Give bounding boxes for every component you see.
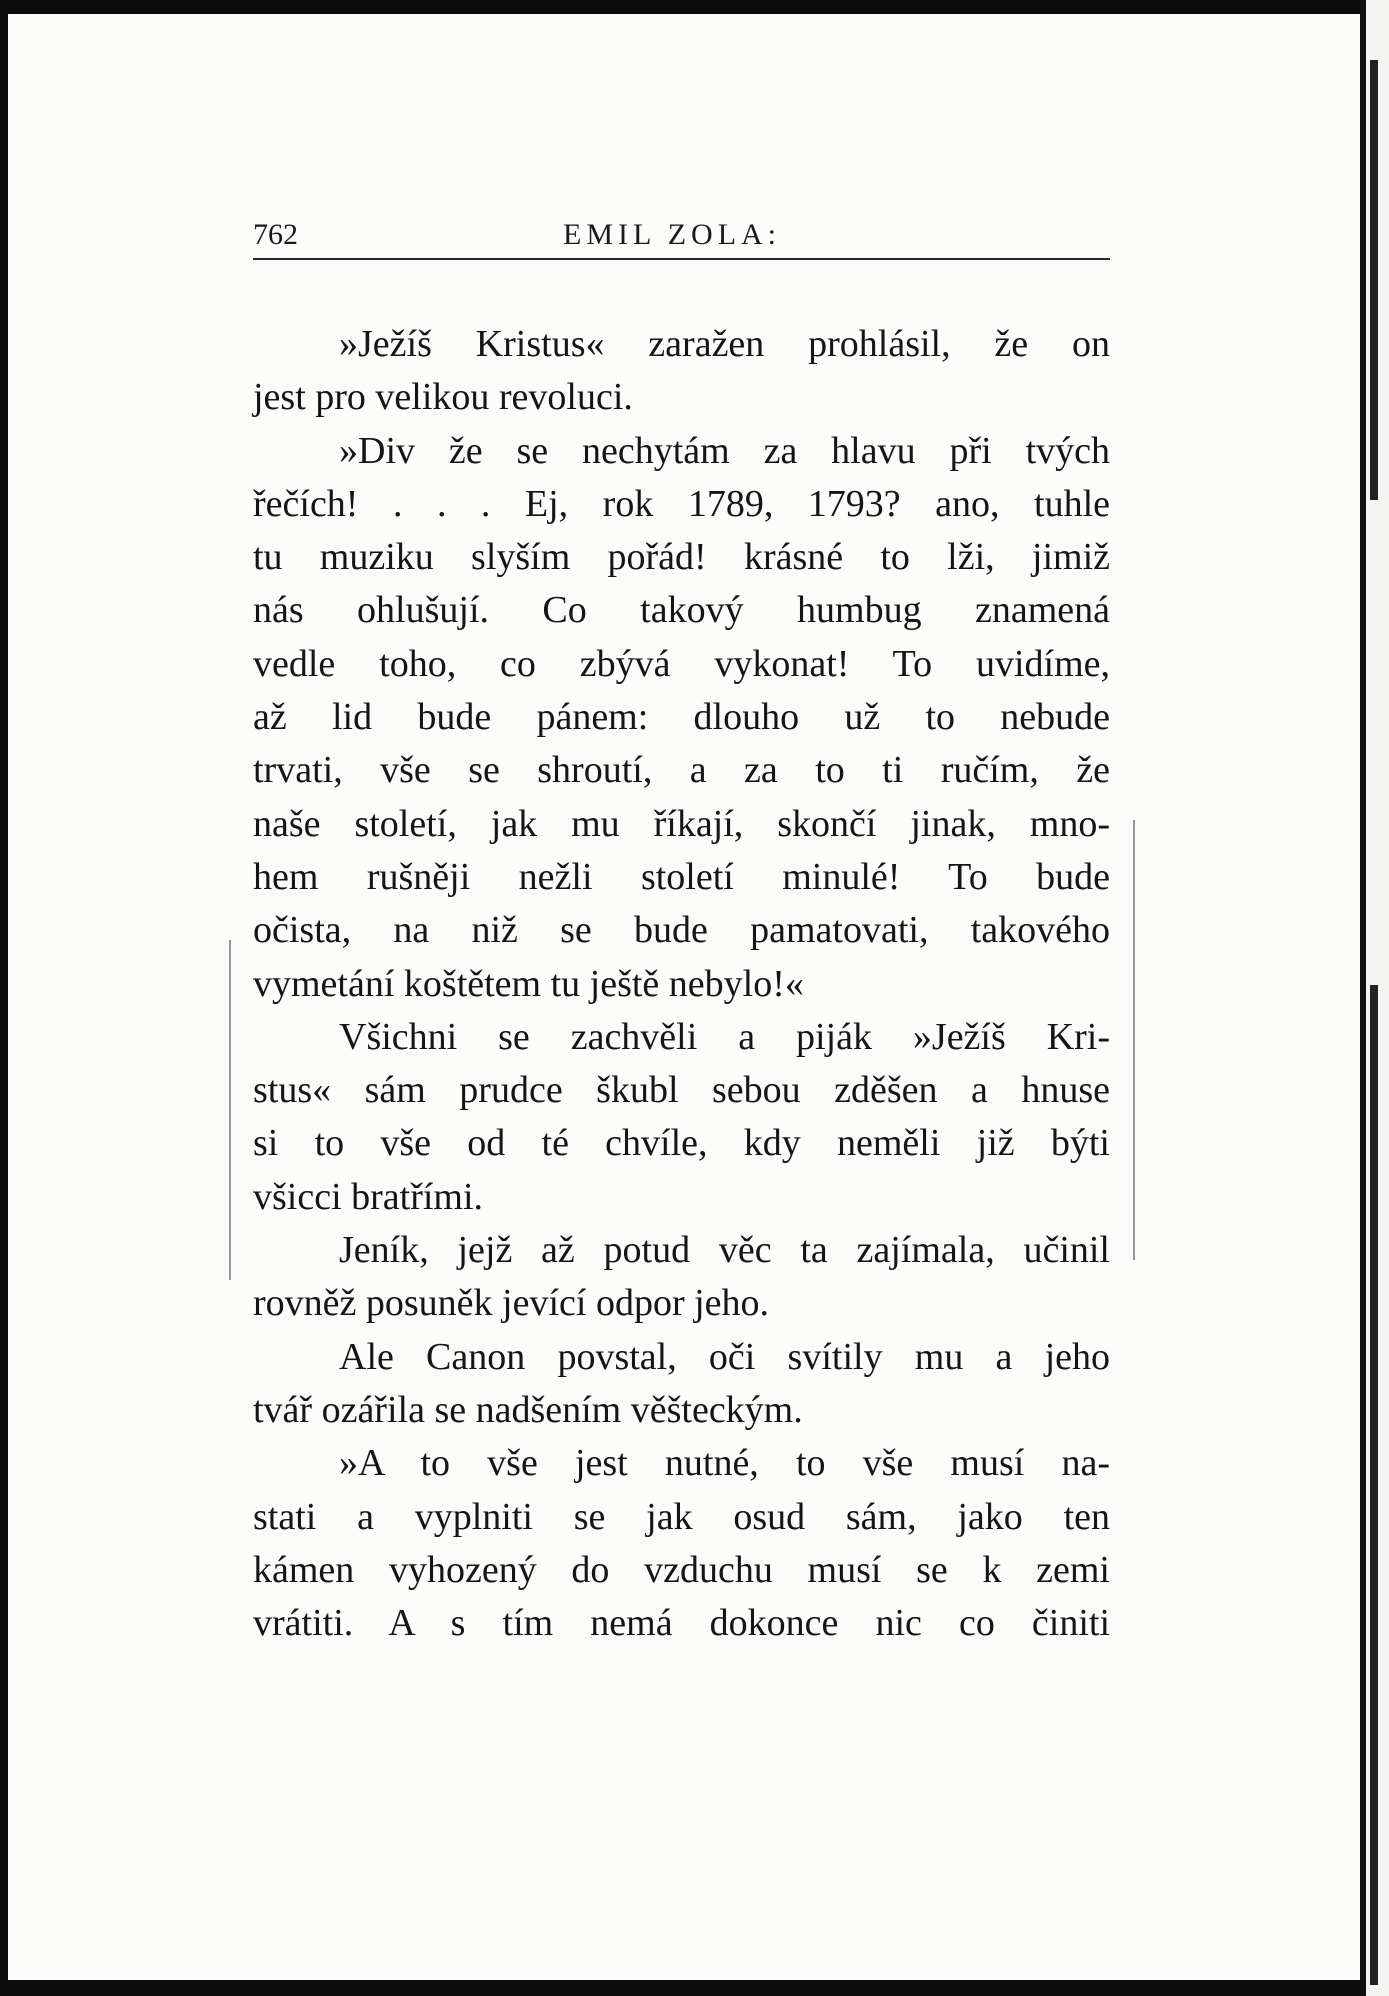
text-line: očista, na niž se bude pamatovati, takového [253, 909, 1110, 952]
text-line: »Ježíš Kristus« zaražen prohlásil, že on [339, 323, 1110, 365]
text-line: »Div že se nechytám za hlavu při tvých [339, 429, 1110, 472]
text-line: hem rušněji nežli století minulé! To bude [253, 855, 1110, 898]
text-line: vedle toho, co zbývá vykonat! To uvidíme, [253, 642, 1110, 685]
body-text [253, 318, 1110, 1650]
text-line: naše století, jak mu říkají, skončí jinak, mno- [253, 802, 1110, 845]
margin-trace [229, 940, 231, 1280]
text-line: vrátiti. A s tím nemá dokonce nic co činiti [253, 1602, 1110, 1645]
running-head-title: EMIL ZOLA: [563, 218, 782, 251]
page-number: 762 [253, 218, 298, 251]
text-line: stus« sám prudce škubl sebou zděšen a hnuse [253, 1069, 1110, 1112]
text-line: všicci bratřími. [253, 1175, 484, 1218]
margin-trace [1133, 820, 1135, 1260]
text-line: jest pro velikou revoluci. [253, 376, 633, 419]
binding-shadow [1370, 60, 1378, 500]
text-line: vymetání koštětem tu ještě nebylo!« [253, 962, 804, 1005]
binding-shadow [1370, 985, 1378, 1985]
text-line: si to vše od té chvíle, kdy neměli již býti [253, 1122, 1110, 1165]
running-header [253, 210, 1110, 260]
text-line: Ale Canon povstal, oči svítily mu a jeho [339, 1335, 1110, 1378]
text-line: až lid bude pánem: dlouho už to nebude [253, 696, 1110, 739]
text-line: »A to vše jest nutné, to vše musí na- [339, 1442, 1110, 1485]
text-line: kámen vyhozený do vzduchu musí se k zemi [253, 1548, 1110, 1591]
text-line: tu muziku slyším pořád! krásné to lži, jimiž [253, 536, 1110, 579]
text-line: rovněž posuněk jevící odpor jeho. [253, 1282, 770, 1325]
text-line: stati a vyplniti se jak osud sám, jako ten [253, 1495, 1110, 1538]
text-line: nás ohlušují. Co takový humbug znamená [253, 589, 1110, 632]
text-line: Všichni se zachvěli a piják »Ježíš Kri- [339, 1015, 1110, 1058]
text-line: tvář ozářila se nadšením věšteckým. [253, 1388, 803, 1431]
text-line: trvati, vše se shroutí, a za to ti ručím, že [253, 749, 1110, 792]
text-line: řečích! . . . Ej, rok 1789, 1793? ano, tuhle [253, 482, 1110, 525]
text-line: Jeník, jejž až potud věc ta zajímala, učinil [339, 1229, 1110, 1272]
